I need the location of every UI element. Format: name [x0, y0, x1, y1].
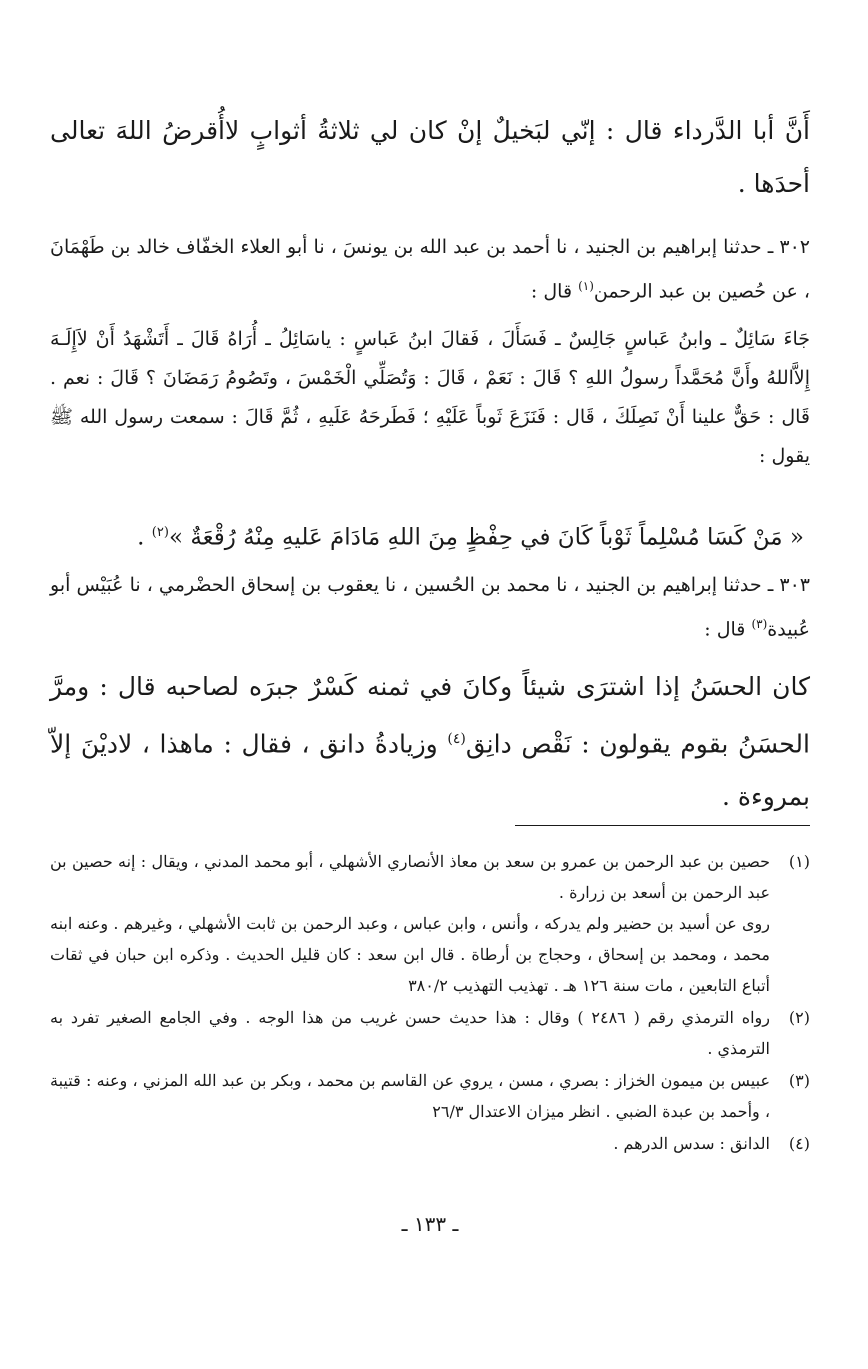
- footnotes: [50, 846, 810, 1159]
- footnote-2-para-1: رواه الترمذي رقم ( ٢٤٨٦ ) وقال : هذا حديث حسن غريب من هذا الوجه . وفي الجامع الصغير تفرد به الترمذي .: [50, 1008, 770, 1058]
- footnote-ref-2: (٢): [151, 525, 169, 540]
- footnote-3: [50, 1065, 810, 1127]
- prophetic-saying-text: « مَنْ كَسَا مُسْلِماً ثَوْباً كَانَ في حِفْظٍ مِنَ اللهِ مَادَامَ عَليهِ مِنْهُ رُقْعَةٌ »: [168, 524, 804, 551]
- footnote-ref-3: (٣): [751, 617, 768, 631]
- hadith-303-matn: [50, 660, 810, 823]
- prophetic-saying-tail: .: [137, 524, 152, 551]
- footnote-3-para-1: عبيس بن ميمون الخزاز : بصري ، مسن ، يروي عن القاسم بن محمد ، وبكر بن عبد الله المزني ، وعنه : قتيبة ، وأحمد بن عبدة الضبي . انظر ميزان الاعتدال ٢٦/٣: [50, 1071, 770, 1121]
- hadith-303-matn-tail: وزيادةُ دانق ، فقال : ماهذا ، لاديْنَ إلاّ بمروءة .: [50, 729, 810, 812]
- page-content: [50, 0, 810, 1369]
- footnote-ref-4: (٤): [447, 731, 466, 747]
- footnote-2-body: [50, 1002, 770, 1064]
- footnote-4: [50, 1128, 810, 1159]
- footnote-4-number: (٤): [788, 1134, 810, 1153]
- footnote-1-para-2: روى عن أسيد بن حضير ولم يدركه ، وأنس ، وابن عباس ، وعبد الرحمن بن ثابت الأشهلي ، وغيرهم . وعنه ابنه محمد ، ومحمد بن إسحاق ، وحجاج بن أرطاة . قال ابن سعد : كان قليل الحديث . وذكره ابن حبان في ثقات أتباع التابعين ، مات سنة ١٢٦ هـ . تهذيب التهذيب ٣٨٠/٢: [50, 914, 770, 995]
- footnote-4-body: [50, 1128, 770, 1159]
- page-number: ـ ١٣٣ ـ: [401, 1212, 459, 1236]
- footnote-1-number: (١): [788, 852, 810, 871]
- footnote-3-body: [50, 1065, 770, 1127]
- footnote-1: [50, 846, 810, 1001]
- hadith-302-isnad-tail: قال :: [530, 280, 579, 303]
- footnote-4-para-1: الدانق : سدس الدرهم .: [613, 1134, 770, 1153]
- footnote-1-para-1: حصين بن عبد الرحمن بن عمرو بن سعد بن معاذ الأنصاري الأشهلي ، أبو محمد المدني ، ويقال : إنه حصين بن عبد الرحمن بن أسعد بن زرارة .: [50, 852, 770, 902]
- continuation-paragraph: أَنَّ أبا الدَّرداء قال : إنّي لبَخيلٌ إنْ كان لي ثلاثةُ أثوابٍ لاأُقرضُ اللهَ تعالى أحدَها .: [50, 116, 810, 198]
- footnote-3-number: (٣): [788, 1071, 810, 1090]
- hadith-303-isnad: [50, 566, 810, 649]
- footnote-ref-1: (١): [578, 279, 594, 293]
- footnote-1-body: [50, 846, 770, 1001]
- prophetic-saying: [50, 513, 810, 558]
- hadith-302-isnad-text: ٣٠٢ ـ حدثنا إبراهيم بن الجنيد ، نا أحمد بن عبد الله بن يونسَ ، نا أبو العلاء الخفّاف خالد بن طَهْمَانَ ، عن حُصين بن عبد الرحمن: [50, 236, 810, 303]
- hadith-303-matn-text: كان الحسَنُ إذا اشترَى شيئاً وكانَ في ثمنه كَسْرٌ جبرَه لصاحبه قال : ومرَّ الحسَنُ بقوم يقولون : نَقْص دانِق: [50, 672, 810, 759]
- hadith-303-isnad-text: ٣٠٣ ـ حدثنا إبراهيم بن الجنيد ، نا محمد بن الحُسين ، نا يعقوب بن إسحاق الحضْرمي ، نا عُبَيْس أبو عُبيدة: [50, 574, 810, 641]
- footnote-2-number: (٢): [788, 1008, 810, 1027]
- footnote-2: [50, 1002, 810, 1064]
- hadith-302-matn: جَاءَ سَائِلٌ ـ وابنُ عَباسٍ جَالِسٌ ـ فَسَأَلَ ، فَقالَ ابنُ عَباسٍ : ياسَائِلُ ـ أُرَاهُ قَالَ ـ أَتَشْهَدُ أَنْ لاَإِلَـهَ إِلاَّاللهُ وأَنَّ مُحَمَّداً رسولُ اللهِ ؟ قَالَ : نَعَمْ ، قَالَ : وَتُصَلِّي الْخَمْسَ ، وتَصُومُ رَمَضَانَ ؟ قَالَ : نعم . قَال : حَقٌّ علينا أَنْ نَصِلَكَ ، قَال : فَنَزَعَ ثَوباً عَلَيْهِ ؛ فَطَرحَهُ عَلَيهِ ، ثُمَّ قَالَ : سمعت رسول الله ﷺ يقول :: [50, 328, 810, 467]
- hadith-302-isnad: [50, 228, 810, 311]
- hadith-303-isnad-tail: قال :: [704, 618, 752, 641]
- footnote-divider: [515, 825, 810, 826]
